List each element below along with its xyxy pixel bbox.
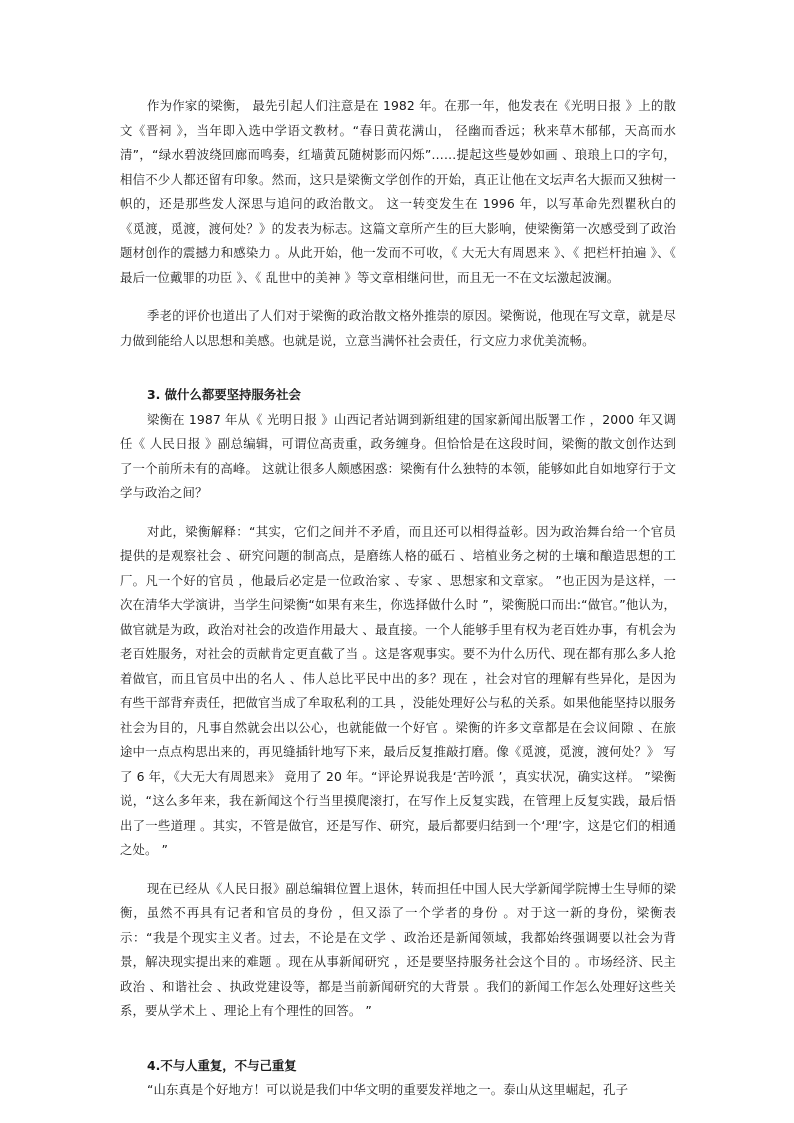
paragraph-gap <box>120 290 676 304</box>
paragraph-4: 对此，梁衡解释：“其实，它们之间并不矛盾，而且还可以相得益彰。因为政治舞台给一个官员提供的是观察社会 、研究问题的制高点，是磨练人格的砥石 、培植业务之树的土壤和酿造思想的工厂。凡一个好的官员 ，他最后必定是一位政治家 、专家 、思想家和文章家。 ”也正因为是这样，一次在清华大学演讲，当学生问梁衡“如果有来生，你选择做什么时 ”，梁衡脱口而出:“做官。”他认为，做官就是为政，政治对社会的改造作用最大 、最直接。一个人能够手里有权为老百姓办事，有机会为老百姓服务，对社会的贡献肯定更直截了当 。这是客观事实。要不为什么历代、现在都有那么多人抢着做官，而且官员中出的名人 、伟人总比平民中出的多？现在 ，社会对官的理解有些异化，是因为有些干部背弃责任，把做官当成了牟取私利的工具 ，没能处理好公与私的关系。如果他能坚持以服务社会为目的，凡事自然就会出以公心，也就能做一个好官 。梁衡的许多文章都是在会议间隙 、在旅途中一点点构思出来的，再见缝插针地写下来，最后反复推敲打磨。像《觅渡，觅渡，渡何处？》 写了 6 年，《大无大有周恩来》 竟用了 20 年。“评论界说我是‘苦吟派 ’，真实状况，确实这样。 ”梁衡说，“这么多年来，我在新闻这个行当里摸爬滚打，在写作上反复实践，在管理上反复实践，最后悟出了一些道理 。其实，不管是做官，还是写作、研究，最后都要归结到一个‘理’字，这是它们的相通之处。 ” <box>120 523 676 857</box>
section-gap <box>120 353 676 383</box>
paragraph-6: “山东真是个好地方！可以说是我们中华文明的重要发祥地之一。泰山从这里崛起，孔子 <box>147 1082 629 1097</box>
paragraph-2: 季老的评价也道出了人们对于梁衡的政治散文格外推崇的原因。梁衡说，他现在写文章，就是尽力做到能给人以思想和美感。也就是说，立意当满怀社会责任，行文应力求优美流畅。 <box>120 308 676 348</box>
paragraph-gap <box>120 506 676 520</box>
paragraph-gap <box>120 863 676 877</box>
section-heading-3: 3. 做什么都要坚持服务社会 <box>147 387 301 402</box>
paragraph-1: 作为作家的梁衡， 最先引起人们注意是在 1982 年。在那一年，他发表在《光明日报 》上的散文《晋祠 》，当年即入选中学语文教材。“春日黄花满山， 径幽而香远；秋来草木郁郁，天高而水清”，“绿水碧波绕回廊而鸣奏，红墙黄瓦随树影而闪烁”……提起这些曼妙如画 、琅琅上口的字句，相信不少人都还留有印象。然而，这只是梁衡文学创作的开始，真正让他在文坛声名大振而又独树一帜的，还是那些发人深思与追问的政治散文。 这一转变发生在 1996 年，以写革命先烈瞿秋白的《觅渡，觅渡，渡何处？》的发表为标志。这篇文章所产生的巨大影响，使梁衡第一次感受到了政治题材创作的震撼力和感染力 。从此开始，他一发而不可收，《 大无大有周恩来 》、《 把栏杆拍遍 》、《 最后一位戴罪的功臣 》、《 乱世中的美神 》等文章相继问世，而且无一不在文坛激起波澜。 <box>120 98 676 285</box>
document-body <box>120 94 676 1103</box>
section-gap <box>120 1024 676 1054</box>
section-heading-4: 4.不与人重复，不与己重复 <box>147 1057 297 1073</box>
paragraph-3: 梁衡在 1987 年从《 光明日报 》山西记者站调到新组建的国家新闻出版署工作 ，2000 年又调任《 人民日报 》副总编辑，可谓位高责重，政务缠身。但恰恰是在这段时间，梁衡的散文创作达到了一个前所未有的高峰。 这就让很多人颇感困惑：梁衡有什么独特的本领，能够如此自如地穿行于文学与政治之间？ <box>120 411 676 500</box>
paragraph-5: 现在已经从《人民日报》副总编辑位置上退休，转而担任中国人民大学新闻学院博士生导师的梁衡，虽然不再具有记者和官员的身份 ，但又添了一个学者的身份 。对于这一新的身份，梁衡表示：“我是个现实主义者。过去，不论是在文学 、政治还是新闻领域，我都始终强调要以社会为背景，解决现实提出来的难题 。现在从事新闻研究 ，还是要坚持服务社会这个目的 。市场经济、民主政治 、和谐社会 、执政党建设等，都是当前新闻研究的大背景 。我们的新闻工作怎么处理好这些关系，要从学术上 、理论上有个理性的回答。 ” <box>120 880 676 1018</box>
